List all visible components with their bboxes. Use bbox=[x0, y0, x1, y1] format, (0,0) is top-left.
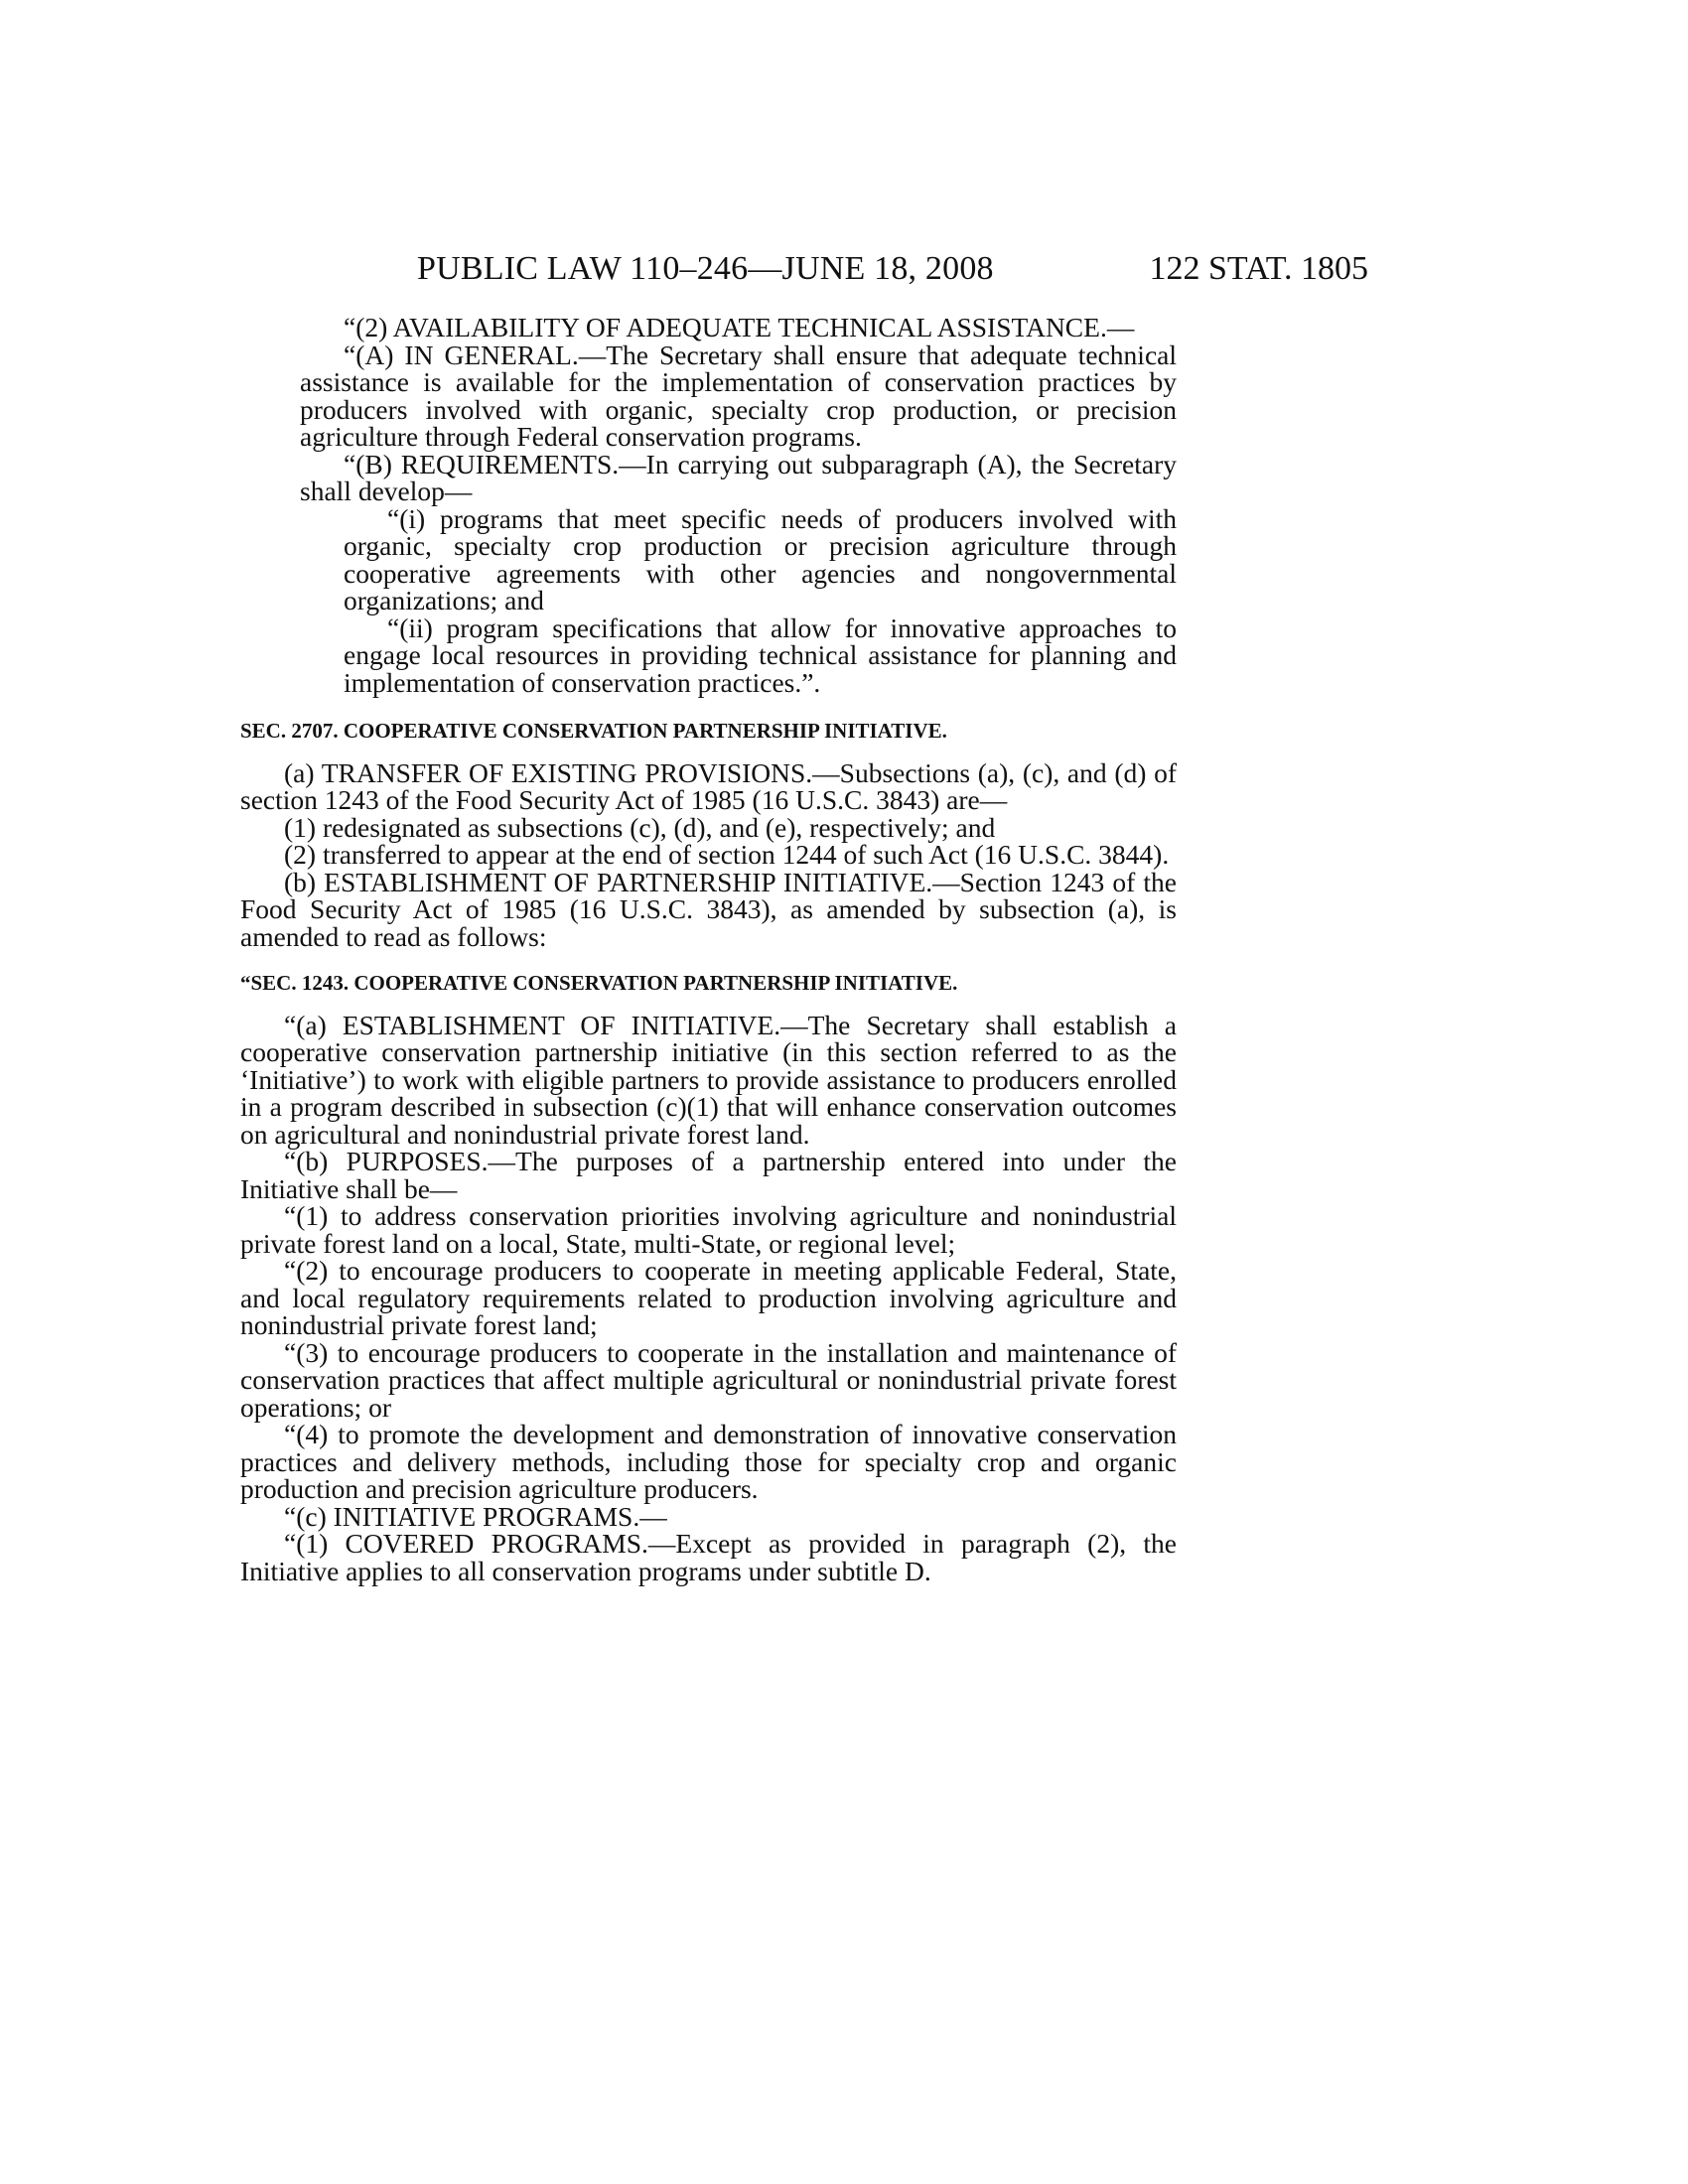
paragraph-establishment-initiative: “(a) ESTABLISHMENT OF INITIATIVE.—The Secretary shall establish a cooperative conservation partnership initiative (in this section referred to as the ‘Initiative’) to work with eligible partners to provide assistance to producers enrolled in a program described in subsection (c)(1) that will enhance conservation outcomes on agricultural and nonindustrial private forest land. bbox=[240, 1009, 1177, 1150]
running-head: PUBLIC LAW 110–246—JUNE 18, 2008 bbox=[417, 250, 994, 287]
paragraph-purpose-3: “(3) to encourage producers to cooperate in the installation and maintenance of conservation practices that affect multiple agricultural or nonindustrial private forest operations; or bbox=[240, 1336, 1177, 1423]
statute-citation: 122 STAT. 1805 bbox=[1149, 250, 1368, 287]
paragraph-covered-programs: “(1) COVERED PROGRAMS.—Except as provided in paragraph (2), the Initiative applies to all conservation programs under subtitle D. bbox=[240, 1528, 1177, 1586]
paragraph-redesignated: (1) redesignated as subsections (c), (d), and (e), respectively; and bbox=[284, 811, 996, 843]
paragraph-purpose-4: “(4) to promote the development and demonstration of innovative conservation practices and delivery methods, including those for specialty crop and organic production and precision agriculture producers. bbox=[240, 1419, 1177, 1504]
section-2707-heading: SEC. 2707. COOPERATIVE CONSERVATION PARTNERSHIP INITIATIVE. bbox=[240, 719, 947, 743]
page-header bbox=[0, 250, 1688, 290]
paragraph-purpose-2: “(2) to encourage producers to cooperate in meeting applicable Federal, State, and local regulatory requirements related to production involving agriculture and nonindustrial private forest land; bbox=[240, 1255, 1177, 1340]
paragraph-purpose-1: “(1) to address conservation priorities involving agriculture and nonindustrial private forest land on a local, State, multi-State, or regional level; bbox=[240, 1200, 1177, 1259]
paragraph-initiative-programs: “(c) INITIATIVE PROGRAMS.— bbox=[284, 1500, 667, 1532]
paragraph-transfer-provisions: (a) TRANSFER OF EXISTING PROVISIONS.—Subsections (a), (c), and (d) of section 1243 of the Food Security Act of 1985 (16 U.S.C. 3843) are— bbox=[240, 756, 1177, 815]
paragraph-availability-heading: “(2) AVAILABILITY OF ADEQUATE TECHNICAL ASSISTANCE.— bbox=[344, 312, 1135, 342]
section-1243-heading: “SEC. 1243. COOPERATIVE CONSERVATION PARTNERSHIP INITIATIVE. bbox=[240, 971, 958, 995]
paragraph-transferred: (2) transferred to appear at the end of section 1244 of such Act (16 U.S.C. 3844). bbox=[284, 839, 1170, 870]
document-body bbox=[240, 312, 1177, 1586]
paragraph-establishment-partnership: (b) ESTABLISHMENT OF PARTNERSHIP INITIATIVE.—Section 1243 of the Food Security Act of 1985 (16 U.S.C. 3843), as amended by subsection (a), is amended to read as follows: bbox=[240, 866, 1177, 952]
paragraph-b-requirements: “(B) REQUIREMENTS.—In carrying out subparagraph (A), the Secretary shall develop— bbox=[300, 448, 1177, 506]
paragraph-purposes: “(b) PURPOSES.—The purposes of a partnership entered into under the Initiative shall be— bbox=[240, 1146, 1177, 1204]
paragraph-i-programs: “(i) programs that meet specific needs of producers involved with organic, specialty crop production or precision agriculture through cooperative agreements with other agencies and nongovernmental organizations; and bbox=[344, 502, 1177, 615]
paragraph-ii-specifications: “(ii) program specifications that allow for innovative approaches to engage local resources in providing technical assistance for planning and implementation of conservation practices.”. bbox=[344, 612, 1177, 698]
paragraph-a-in-general: “(A) IN GENERAL.—The Secretary shall ensure that adequate technical assistance is available for the implementation of conservation practices by producers involved with organic, specialty crop production, or precision agriculture through Federal conservation programs. bbox=[300, 339, 1177, 452]
